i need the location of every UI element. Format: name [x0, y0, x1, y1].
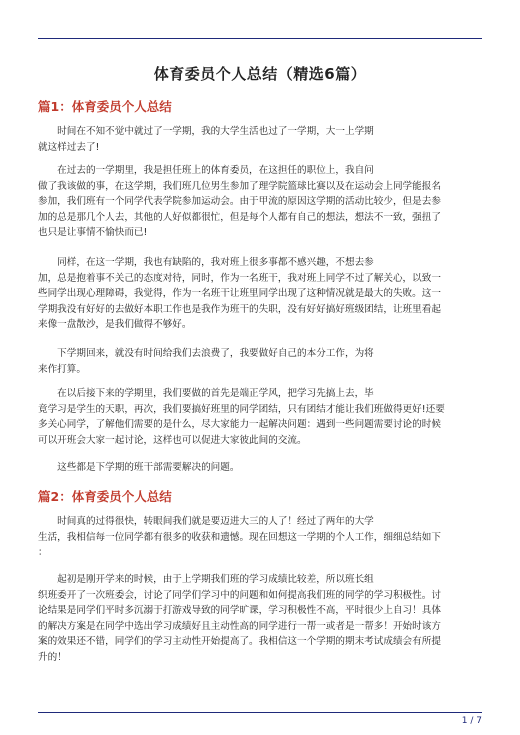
paragraph: 在以后接下来的学期里，我们要做的首先是端正学风，把学习先搞上去，毕 竟学习是学生的天职，再次，我们要搞好班里的同学团结，只有团结才能让我们班做得更好!还要 多关心同学，了解他们需要的是什么，尽大家能力一起解决问题：遇到一些问题需要讨论的时候 可以开班会大家一起讨论，这样也可以促进大家彼此间的交流。	[38, 388, 445, 446]
paragraph: 下学期回来，就没有时间给我们去浪费了，我要做好自己的本分工作，为将 来作打算。	[38, 348, 374, 375]
page-indicator: 1 / 7	[461, 716, 482, 726]
paragraph: 在过去的一学期里，我是担任班上的体育委员，在这担任的职位上，我自问 做了我该做的事，在这学期，我们班几位男生参加了理学院篮球比赛以及在运动会上同学能报名 参加，我们班有一个同学代表学院参加运动会。由于甲流的原因这学期的活动比较少，但是去参 加的总是那几个人去，其他的人好似都很忙，但是每个人都有自己的想法，想法不一致，强扭了 也只是让事情不愉快而已!	[38, 165, 441, 239]
paragraph: 起初是刚开学来的时候，由于上学期我们班的学习成绩比较差，所以班长组 织班委开了一次班委会，讨论了同学们学习中的问题和如何提高我们班的同学的学习积极性。讨 论结果是同学们平时多沉溺于打游戏导致的同学旷课，学习积极性不高，平时很少上自习！具体 的解决方案是在同学中选出学习成绩好且主动性高的同学进行一帮一或者是一帮多！开始时该方 案的效果还不错，同学们的学习主动性开始提高了。我相信这一个学期的期末考试成绩会有所提 升的！	[38, 574, 441, 663]
section-heading-2: 篇2：体育委员个人总结	[38, 489, 172, 504]
bottom-rule	[38, 712, 482, 713]
paragraph: 时间在不知不觉中就过了一学期，我的大学生活也过了一学期，大一上学期 就这样过去了!	[38, 126, 374, 153]
document-title: 体育委员个人总结（精选6篇）	[153, 65, 367, 83]
paragraph: 时间真的过得很快，转眼间我们就是要迈进大三的人了！经过了两年的大学 生活，我相信每一位同学都有很多的收获和遗憾。现在回想这一学期的个人工作，细细总结如下 ：	[38, 516, 441, 559]
paragraph: 同样，在这一学期，我也有缺陷的，我对班上很多事都不感兴趣，不想去参 加，总是抱着事不关己的态度对待，同时，作为一名班干，我对班上同学不过了解关心，以致一 些同学出现心理障碍，我觉得，作为一名班干让班里同学出现了这种情况就是最大的失败。这一 学期我没有好好的去做好本职工作也是我作为班干的失职，没有好好搞好班级团结，让班里看起 来像一盘散沙，是我们做得不够好。	[38, 257, 441, 331]
paragraph: 这些都是下学期的班干部需要解决的问题。	[38, 462, 240, 473]
top-rule	[38, 38, 482, 39]
section-heading-1: 篇1：体育委员个人总结	[38, 99, 172, 114]
